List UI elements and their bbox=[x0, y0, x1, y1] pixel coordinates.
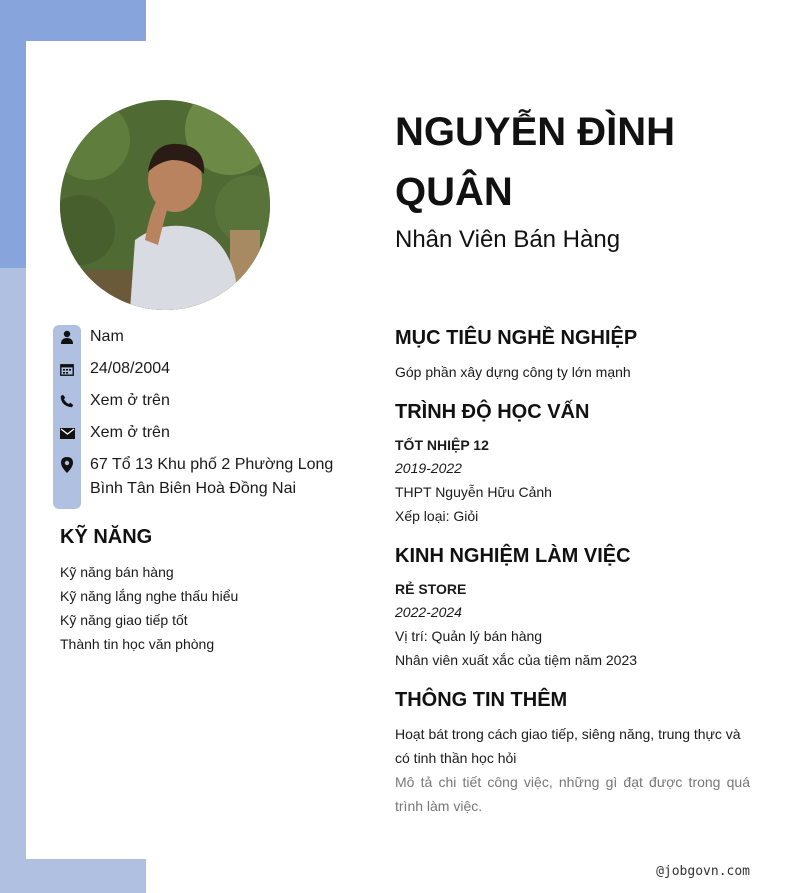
contact-phone bbox=[58, 389, 340, 413]
candidate-name: NGUYỄN ĐÌNH QUÂN bbox=[395, 110, 676, 214]
skill-item: Kỹ năng giao tiếp tốt bbox=[60, 612, 188, 628]
skill-item: Kỹ năng bán hàng bbox=[60, 564, 174, 580]
education-grade: Xếp loại: Giỏi bbox=[395, 508, 479, 524]
person-icon bbox=[58, 328, 76, 346]
education-school: THPT Nguyễn Hữu Cảnh bbox=[395, 484, 552, 500]
location-pin-icon bbox=[58, 456, 76, 474]
avatar bbox=[60, 100, 270, 310]
education-degree: TỐT NHIỆP 12 bbox=[395, 437, 489, 453]
skill-item: Kỹ năng lắng nghe thấu hiểu bbox=[60, 588, 239, 604]
skills-list bbox=[60, 560, 238, 656]
additional-text: Hoạt bát trong cách giao tiếp, siêng năng, trung thực và có tinh thần học hỏi bbox=[395, 726, 741, 766]
phone-value: Xem ở trên bbox=[90, 392, 170, 409]
address-value: 67 Tổ 13 Khu phố 2 Phường Long Bình Tân Biên Hoà Đồng Nai bbox=[90, 456, 334, 497]
contact-birthday bbox=[58, 357, 340, 381]
experience-company: RẺ STORE bbox=[395, 581, 467, 597]
education-title: TRÌNH ĐỘ HỌC VẤN bbox=[395, 401, 590, 423]
email-value: Xem ở trên bbox=[90, 424, 170, 441]
contact-gender bbox=[58, 325, 340, 349]
gender-value: Nam bbox=[90, 328, 124, 345]
education-period: 2019-2022 bbox=[395, 460, 462, 476]
additional-title: THÔNG TIN THÊM bbox=[395, 689, 568, 711]
phone-icon bbox=[58, 392, 76, 410]
contact-address bbox=[58, 453, 340, 501]
additional-placeholder: Mô tả chi tiết công việc, những gì đạt được trong quá trình làm việc. bbox=[395, 774, 750, 814]
experience-title: KINH NGHIỆM LÀM VIỆC bbox=[395, 545, 631, 567]
skills-title: KỸ NĂNG bbox=[60, 526, 153, 548]
objective-text: Góp phần xây dựng công ty lớn mạnh bbox=[395, 364, 631, 380]
birthday-value: 24/08/2004 bbox=[90, 360, 171, 377]
calendar-icon bbox=[58, 360, 76, 378]
experience-position: Vị trí: Quản lý bán hàng bbox=[395, 628, 543, 644]
mail-icon bbox=[58, 424, 76, 442]
skill-item: Thành tin học văn phòng bbox=[60, 636, 215, 652]
experience-period: 2022-2024 bbox=[395, 604, 462, 620]
contact-email bbox=[58, 421, 340, 445]
job-title: Nhân Viên Bán Hàng bbox=[395, 226, 621, 253]
objective-title: MỤC TIÊU NGHỀ NGHIỆP bbox=[395, 327, 638, 349]
footer-watermark: @jobgovn.com bbox=[656, 864, 750, 879]
experience-achievement: Nhân viên xuất xắc của tiệm năm 2023 bbox=[395, 652, 638, 668]
